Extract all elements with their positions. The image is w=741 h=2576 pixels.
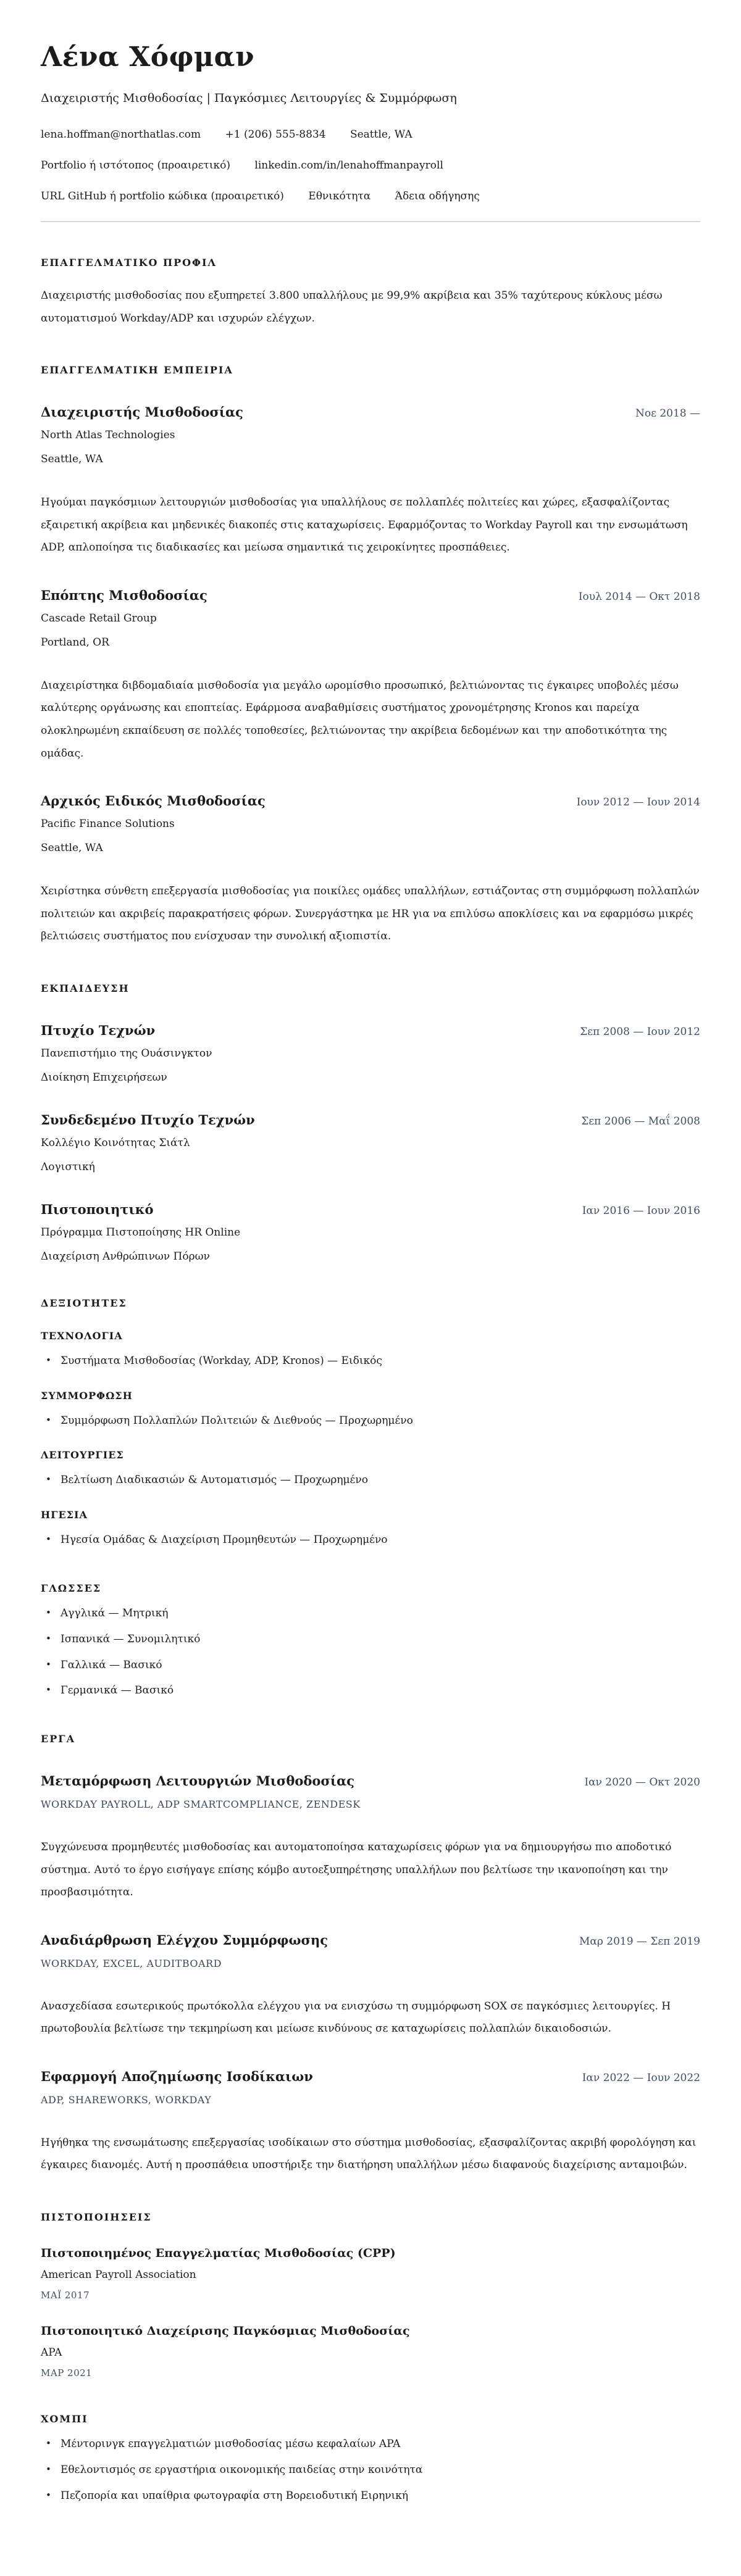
job-entry bbox=[41, 588, 700, 765]
projects-heading: ΕΡΓΑ bbox=[41, 1733, 75, 1745]
contact-nationality-placeholder: Εθνικότητα bbox=[308, 190, 371, 203]
project-dates: Ιαν 2020 — Οκτ 2020 bbox=[584, 1776, 700, 1789]
candidate-headline: Διαχειριστής Μισθοδοσίας | Παγκόσμιες Λειτουργίες & Συμμόρφωση bbox=[41, 91, 457, 106]
contact-linkedin: linkedin.com/in/lenahoffmanpayroll bbox=[254, 159, 443, 172]
certification-title: Πιστοποιητικό Διαχείρισης Παγκόσμιας Μισθοδοσίας bbox=[41, 2324, 410, 2338]
hobby-item: • Εθελοντισμός σε εργαστήρια οικονομικής παιδείας στην κοινότητα bbox=[41, 2463, 700, 2478]
certification-title: Πιστοποιημένος Επαγγελματίας Μισθοδοσίας (CPP) bbox=[41, 2246, 396, 2260]
job-title: Επόπτης Μισθοδοσίας bbox=[41, 587, 207, 603]
school-name: Κολλέγιο Κοινότητας Σιάτλ bbox=[41, 1136, 190, 1149]
languages-heading: ΓΛΩΣΣΕΣ bbox=[41, 1582, 102, 1594]
skill-list bbox=[41, 1354, 700, 1369]
project-title: Αναδιάρθρωση Ελέγχου Συμμόρφωσης bbox=[41, 1932, 329, 1948]
skill-item: • Βελτίωση Διαδικασιών & Αυτοματισμός — Προχωρημένο bbox=[41, 1473, 700, 1488]
education-entry bbox=[41, 1112, 700, 1173]
education-entry bbox=[41, 1023, 700, 1084]
job-description: Χειρίστηκα σύνθετη επεξεργασία μισθοδοσίας για ποικίλες ομάδες υπαλλήλων, εστιάζοντας στη συμμόρφωση πολλαπλών πολιτειών και ακριβείς παρακρατήσεις φόρων. Συνεργάστηκα με HR για να επιλύσω αποκλίσεις και να εφαρμόσω μικρές βελτιώσεις συστήματος που ενίσχυσαν την συνολική αξιοπιστία. bbox=[41, 885, 700, 943]
project-title: Εφαρμογή Αποζημίωσης Ισοδίκαιων bbox=[41, 2068, 313, 2084]
project-entry bbox=[41, 1773, 700, 1904]
header-divider bbox=[41, 221, 700, 222]
job-description: Ηγούμαι παγκόσμιων λειτουργιών μισθοδοσίας για υπαλλήλους σε πολλαπλές πολιτείες και χώρες, εξασφαλίζοντας εξαιρετική ακρίβεια και μηδενικές διακοπές στις καταχωρίσεις. Εφαρμόζοντας το Workday Payroll και την ενσωμάτωση ADP, απλοποίησα τις διαδικασίες και μείωσα σημαντικά τις χειροκίνητες προσπάθειες. bbox=[41, 496, 688, 554]
job-description: Διαχειρίστηκα διβδομαδιαία μισθοδοσία για μεγάλο ωρομίσθιο προσωπικό, βελτιώνοντας τις έγκαιρες υποβολές μέσω καλύτερης οργάνωσης και εποπτείας. Εφάρμοσα αναβαθμίσεις συστήματος χρονομέτρησης Kronos και παρείχα ολοκληρωμένη εκπαίδευση σε πολλές τοποθεσίες, βελτιώνοντας την ακρίβεια δεδομένων και την αποδοτικότητα της ομάδας. bbox=[41, 679, 679, 760]
skill-group-leadership: ΗΓΕΣΙΑ bbox=[41, 1509, 88, 1521]
certification-issuer: APA bbox=[41, 2346, 62, 2359]
job-entry bbox=[41, 404, 700, 559]
job-dates: Ιουν 2012 — Ιουν 2014 bbox=[576, 796, 700, 809]
skill-list bbox=[41, 1533, 700, 1548]
skill-item: • Συστήματα Μισθοδοσίας (Workday, ADP, Kronos) — Ειδικός bbox=[41, 1354, 700, 1369]
job-entry bbox=[41, 793, 700, 948]
project-dates: Μαρ 2019 — Σεπ 2019 bbox=[579, 1935, 700, 1948]
education-dates: Σεπ 2008 — Ιουν 2012 bbox=[580, 1025, 700, 1038]
education-entry-head bbox=[41, 1112, 700, 1128]
school-name: Πρόγραμμα Πιστοποίησης HR Online bbox=[41, 1226, 241, 1239]
language-item: • Γαλλικά — Βασικό bbox=[41, 1658, 700, 1673]
section-projects bbox=[41, 1733, 700, 2177]
field-of-study: Λογιστική bbox=[41, 1160, 95, 1173]
field-of-study: Διαχείριση Ανθρώπινων Πόρων bbox=[41, 1250, 210, 1263]
language-item: • Ισπανικά — Συνομιλητικό bbox=[41, 1632, 700, 1647]
education-entry bbox=[41, 1202, 700, 1263]
skill-list bbox=[41, 1414, 700, 1429]
project-title: Μεταμόρφωση Λειτουργιών Μισθοδοσίας bbox=[41, 1773, 355, 1789]
certifications-heading: ΠΙΣΤΟΠΟΙΗΣΕΙΣ bbox=[41, 2211, 152, 2223]
candidate-name: Λένα Χόφμαν bbox=[41, 41, 254, 73]
project-description: Ηγήθηκα της ενσωμάτωσης επεξεργασίας ισοδίκαιων στο σύστημα μισθοδοσίας, εξασφαλίζοντας ακριβή φορολόγηση και έγκαιρες διανομές. Αυτή η προσπάθεια υποστήριξε την διατήρηση υπαλλήλων μέσω διαφανούς διαχείρισης ανταμοιβών. bbox=[41, 2136, 697, 2172]
skills-heading: ΔΕΞΙΟΤΗΤΕΣ bbox=[41, 1297, 127, 1309]
resume-header bbox=[41, 43, 700, 202]
skill-item: • Συμμόρφωση Πολλαπλών Πολιτειών & Διεθνούς — Προχωρημένο bbox=[41, 1414, 700, 1429]
contact-row-1 bbox=[41, 128, 700, 141]
project-entry-head bbox=[41, 1773, 700, 1789]
job-company: North Atlas Technologies bbox=[41, 429, 175, 442]
job-title: Διαχειριστής Μισθοδοσίας bbox=[41, 404, 243, 420]
contact-row-2 bbox=[41, 159, 700, 172]
school-name: Πανεπιστήμιο της Ουάσινγκτον bbox=[41, 1047, 212, 1060]
project-tech-stack: WORKDAY PAYROLL, ADP SMARTCOMPLIANCE, ZENDESK bbox=[41, 1798, 361, 1811]
hobbies-heading: ΧΟΜΠΙ bbox=[41, 2412, 88, 2425]
section-hobbies bbox=[41, 2413, 700, 2503]
education-dates: Ιαν 2016 — Ιουν 2016 bbox=[582, 1204, 700, 1217]
section-certifications bbox=[41, 2211, 700, 2379]
section-education bbox=[41, 983, 700, 1263]
education-entry-head bbox=[41, 1023, 700, 1038]
contact-github-placeholder: URL GitHub ή portfolio κώδικα (προαιρετικό) bbox=[41, 190, 284, 203]
project-entry bbox=[41, 2069, 700, 2177]
project-entry-head bbox=[41, 2069, 700, 2084]
project-entry-head bbox=[41, 1932, 700, 1948]
education-entry-head bbox=[41, 1202, 700, 1217]
certification-entry bbox=[41, 2246, 700, 2301]
profile-heading: ΕΠΑΓΓΕΛΜΑΤΙΚΟ ΠΡΟΦΙΛ bbox=[41, 257, 217, 269]
skill-group-technology: ΤΕΧΝΟΛΟΓΙΑ bbox=[41, 1329, 123, 1342]
field-of-study: Διοίκηση Επιχειρήσεων bbox=[41, 1071, 167, 1084]
contact-location: Seattle, WA bbox=[350, 128, 412, 141]
project-description: Ανασχεδίασα εσωτερικούς πρωτόκολλα ελέγχου για να ενισχύσω τη συμμόρφωση SOX σε παγκόσμιες λειτουργίες. Η πρωτοβουλία βελτίωσε την τεκμηρίωση και μείωσε κινδύνους σε καταχωρίσεις πολλαπλών δικαιοδοσιών. bbox=[41, 2000, 671, 2035]
job-title: Αρχικός Ειδικός Μισθοδοσίας bbox=[41, 793, 266, 809]
project-description: Συγχώνευσα προμηθευτές μισθοδοσίας και αυτοματοποίησα καταχωρίσεις φόρων για να δημιουργήσω πιο αποδοτικό σύστημα. Αυτό το έργο εισήγαγε επίσης κόμβο αυτοεξυπηρέτησης υπαλλήλων που βελτίωσε την ικανοποίηση και την προσβασιμότητα. bbox=[41, 1841, 672, 1899]
project-tech-stack: WORKDAY, EXCEL, AUDITBOARD bbox=[41, 1957, 222, 1969]
section-skills bbox=[41, 1297, 700, 1548]
project-tech-stack: ADP, SHAREWORKS, WORKDAY bbox=[41, 2093, 212, 2106]
job-company: Pacific Finance Solutions bbox=[41, 818, 175, 831]
language-item: • Αγγλικά — Μητρική bbox=[41, 1606, 700, 1621]
education-dates: Σεπ 2006 — Μαΐ 2008 bbox=[581, 1115, 700, 1128]
contact-phone: +1 (206) 555-8834 bbox=[225, 128, 326, 141]
contact-row-3 bbox=[41, 190, 700, 202]
job-company: Cascade Retail Group bbox=[41, 612, 157, 625]
section-experience bbox=[41, 364, 700, 947]
hobby-item: • Πεζοπορία και υπαίθρια φωτογραφία στη Βορειοδυτική Ειρηνική bbox=[41, 2489, 700, 2504]
project-dates: Ιαν 2022 — Ιουν 2022 bbox=[582, 2071, 700, 2084]
education-heading: ΕΚΠΑΙΔΕΥΣΗ bbox=[41, 982, 130, 994]
profile-summary: Διαχειριστής μισθοδοσίας που εξυπηρετεί 3.800 υπαλλήλους με 99,9% ακρίβεια και 35% ταχύτερους κύκλους μέσω αυτοματισμού Workday/ADP και ισχυρών ελέγχων. bbox=[41, 289, 663, 325]
section-profile bbox=[41, 257, 700, 330]
degree-title: Πιστοποιητικό bbox=[41, 1201, 154, 1217]
experience-heading: ΕΠΑΓΓΕΛΜΑΤΙΚΗ ΕΜΠΕΙΡΙΑ bbox=[41, 364, 233, 376]
section-languages bbox=[41, 1582, 700, 1698]
hobby-item: • Μέντορινγκ επαγγελματιών μισθοδοσίας μέσω κεφαλαίων APA bbox=[41, 2437, 700, 2452]
skill-group-compliance: ΣΥΜΜΟΡΦΩΣΗ bbox=[41, 1389, 133, 1402]
hobby-list bbox=[41, 2437, 700, 2503]
job-dates: Ιουλ 2014 — Οκτ 2018 bbox=[578, 590, 700, 603]
job-dates: Νοε 2018 — bbox=[635, 407, 700, 420]
contact-email: lena.hoffman@northatlas.com bbox=[41, 128, 201, 141]
skill-list bbox=[41, 1473, 700, 1488]
job-entry-head bbox=[41, 793, 700, 808]
job-entry-head bbox=[41, 588, 700, 603]
certification-date: ΜΑΡ 2021 bbox=[41, 2367, 93, 2379]
project-entry bbox=[41, 1932, 700, 2040]
certification-date: ΜΑΪ 2017 bbox=[41, 2289, 90, 2301]
contact-driving-license-placeholder: Άδεια οδήγησης bbox=[395, 190, 480, 203]
job-location: Seattle, WA bbox=[41, 842, 103, 855]
language-list bbox=[41, 1606, 700, 1698]
job-location: Portland, OR bbox=[41, 636, 109, 649]
degree-title: Πτυχίο Τεχνών bbox=[41, 1022, 156, 1038]
certification-issuer: American Payroll Association bbox=[41, 2268, 196, 2281]
skill-group-operations: ΛΕΙΤΟΥΡΓΙΕΣ bbox=[41, 1449, 124, 1461]
language-item: • Γερμανικά — Βασικό bbox=[41, 1684, 700, 1698]
job-location: Seattle, WA bbox=[41, 453, 103, 466]
degree-title: Συνδεδεμένο Πτυχίο Τεχνών bbox=[41, 1111, 255, 1128]
certification-entry bbox=[41, 2324, 700, 2379]
job-entry-head bbox=[41, 404, 700, 420]
skill-item: • Ηγεσία Ομάδας & Διαχείριση Προμηθευτών — Προχωρημένο bbox=[41, 1533, 700, 1548]
contact-portfolio-placeholder: Portfolio ή ιστότοπος (προαιρετικό) bbox=[41, 159, 230, 172]
